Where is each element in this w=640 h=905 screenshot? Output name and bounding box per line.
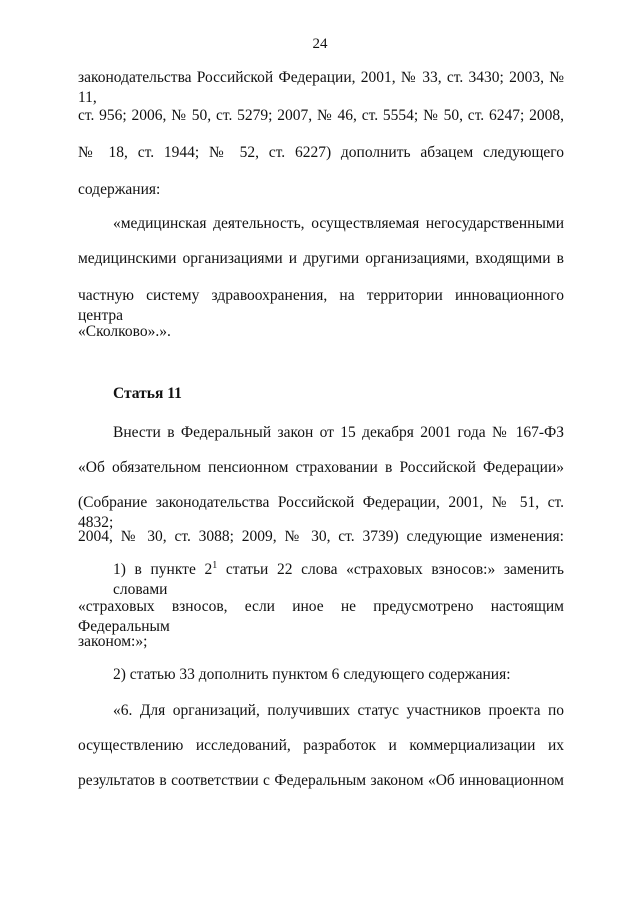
item1-sup: 1: [212, 559, 218, 571]
article-intro-line: 2004, № 30, ст. 3088; 2009, № 30, ст. 3739) следующие изменения:: [78, 528, 564, 545]
paragraph-line: № 18, ст. 1944; № 52, ст. 6227) дополнить абзацем следующего: [78, 144, 564, 161]
item1-line: «страховых взносов, если иное не предусмотрено настоящим Федеральным: [78, 598, 564, 635]
item1-suffix: статьи 22 слова «страховых взносов:» заменить словами: [113, 561, 564, 598]
quote-line: «медицинская деятельность, осуществляемая негосударственными: [113, 215, 564, 232]
paragraph-line: законодательства Российской Федерации, 2001, № 33, ст. 3430; 2003, № 11,: [78, 69, 564, 106]
item2-quote-line: «6. Для организаций, получивших статус участников проекта по: [113, 702, 564, 719]
item2-line: 2) статью 33 дополнить пунктом 6 следующего содержания:: [113, 666, 511, 683]
quote-line: «Сколково».».: [78, 323, 171, 340]
item1-prefix: 1) в пункте 2: [113, 561, 213, 578]
item1-first-line: [113, 559, 564, 598]
article-intro-line: Внести в Федеральный закон от 15 декабря 2001 года № 167-ФЗ: [113, 424, 564, 441]
page-number: 24: [312, 36, 328, 52]
article-heading: Статья 11: [113, 385, 182, 402]
article-intro-line: (Собрание законодательства Российской Федерации, 2001, № 51, ст. 4832;: [78, 494, 564, 531]
item2-quote-line: осуществлению исследований, разработок и коммерциализации их: [78, 737, 564, 754]
quote-line: частную систему здравоохранения, на территории инновационного центра: [78, 287, 564, 324]
paragraph-line: содержания:: [78, 181, 161, 198]
article-intro-line: «Об обязательном пенсионном страховании в Российской Федерации»: [78, 459, 564, 476]
quote-line: медицинскими организациями и другими организациями, входящими в: [78, 250, 564, 267]
paragraph-line: ст. 956; 2006, № 50, ст. 5279; 2007, № 46, ст. 5554; № 50, ст. 6247; 2008,: [78, 107, 564, 124]
item2-quote-line: результатов в соответствии с Федеральным законом «Об инновационном: [78, 772, 564, 789]
item1-line: законом:»;: [78, 633, 148, 650]
